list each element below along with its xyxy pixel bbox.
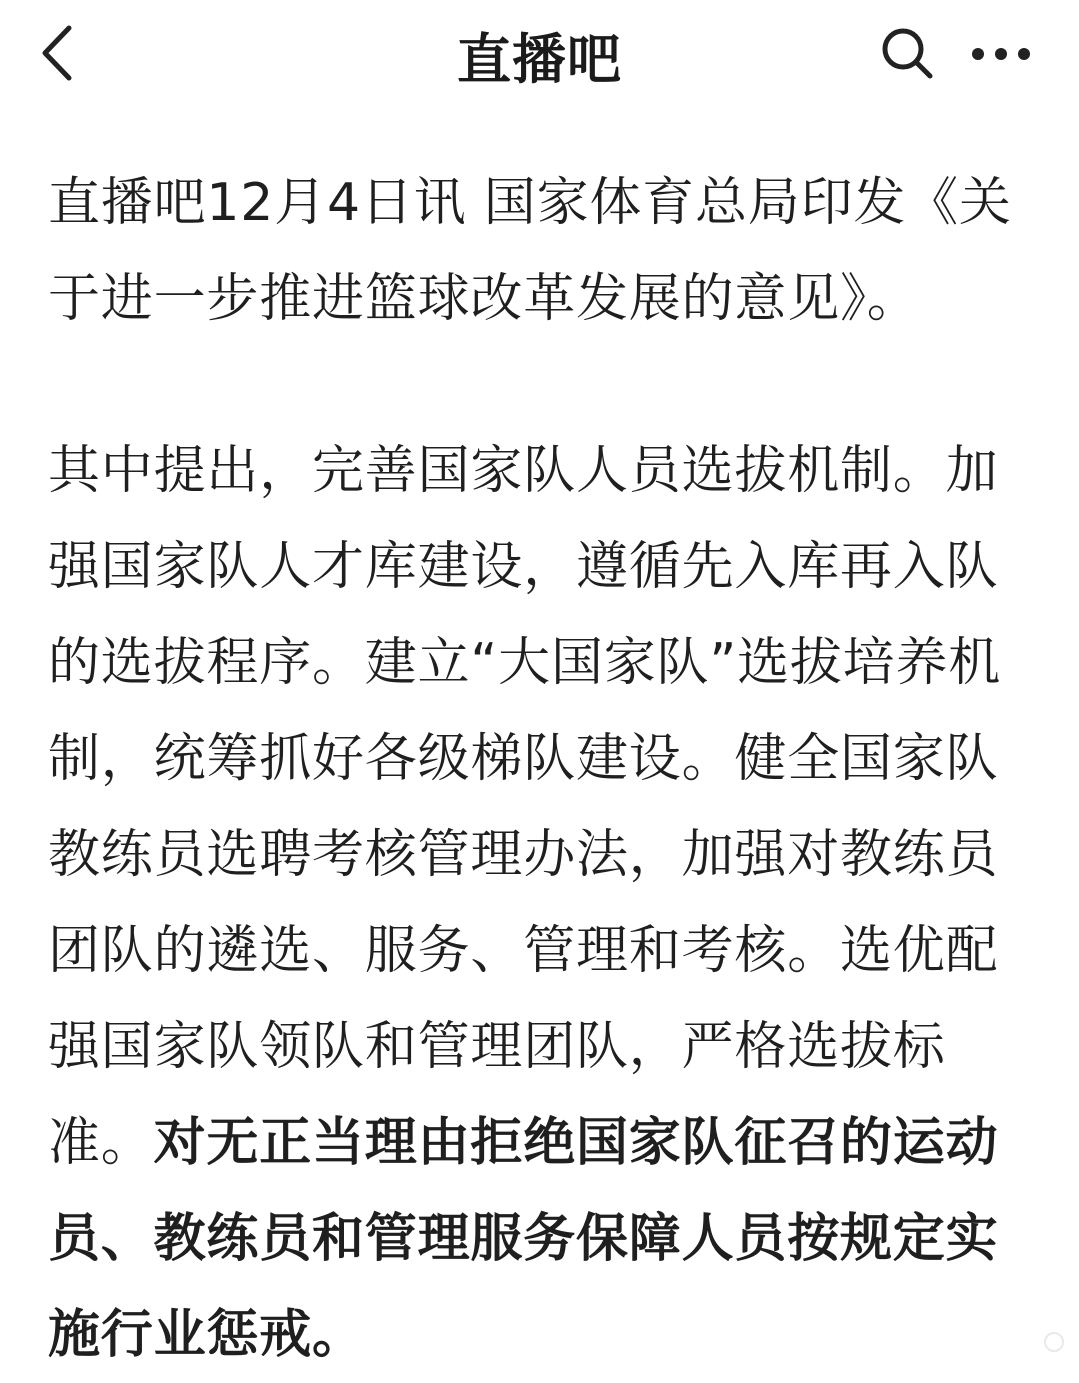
article-text: 其中提出，完善国家队人员选拔机制。加强国家队人才库建设，遵循先入库再入队的选拔程序。建立“大国家队”选拔培养机制，统筹抓好各级梯队建设。健全国家队教练员选聘考核管理办法，加强对教练员团队的遴选、服务、管理和考核。选优配强国家队领队和管理团队，严格选拔标准。 bbox=[48, 441, 1002, 1173]
top-app-bar bbox=[0, 0, 1079, 110]
article-body bbox=[48, 155, 1034, 1383]
weibo-logo-icon bbox=[1044, 1332, 1064, 1352]
search-icon bbox=[879, 25, 937, 87]
page-title: 直播吧 bbox=[457, 27, 622, 91]
weibo-watermark bbox=[862, 1328, 1064, 1356]
back-button[interactable] bbox=[22, 18, 92, 92]
more-horizontal-icon bbox=[970, 46, 1032, 66]
more-options-button[interactable] bbox=[958, 20, 1044, 92]
article-paragraph: 直播吧12月4日讯 国家体育总局印发《关于进一步推进篮球改革发展的意见》。 bbox=[48, 173, 1012, 329]
chevron-left-icon bbox=[39, 24, 75, 86]
article-paragraph bbox=[48, 423, 1034, 1383]
search-button[interactable] bbox=[872, 20, 944, 92]
bold-article-text: 对无正当理由拒绝国家队征召的运动员、教练员和管理服务保障人员按规定实施行业惩戒。 bbox=[48, 1113, 999, 1365]
